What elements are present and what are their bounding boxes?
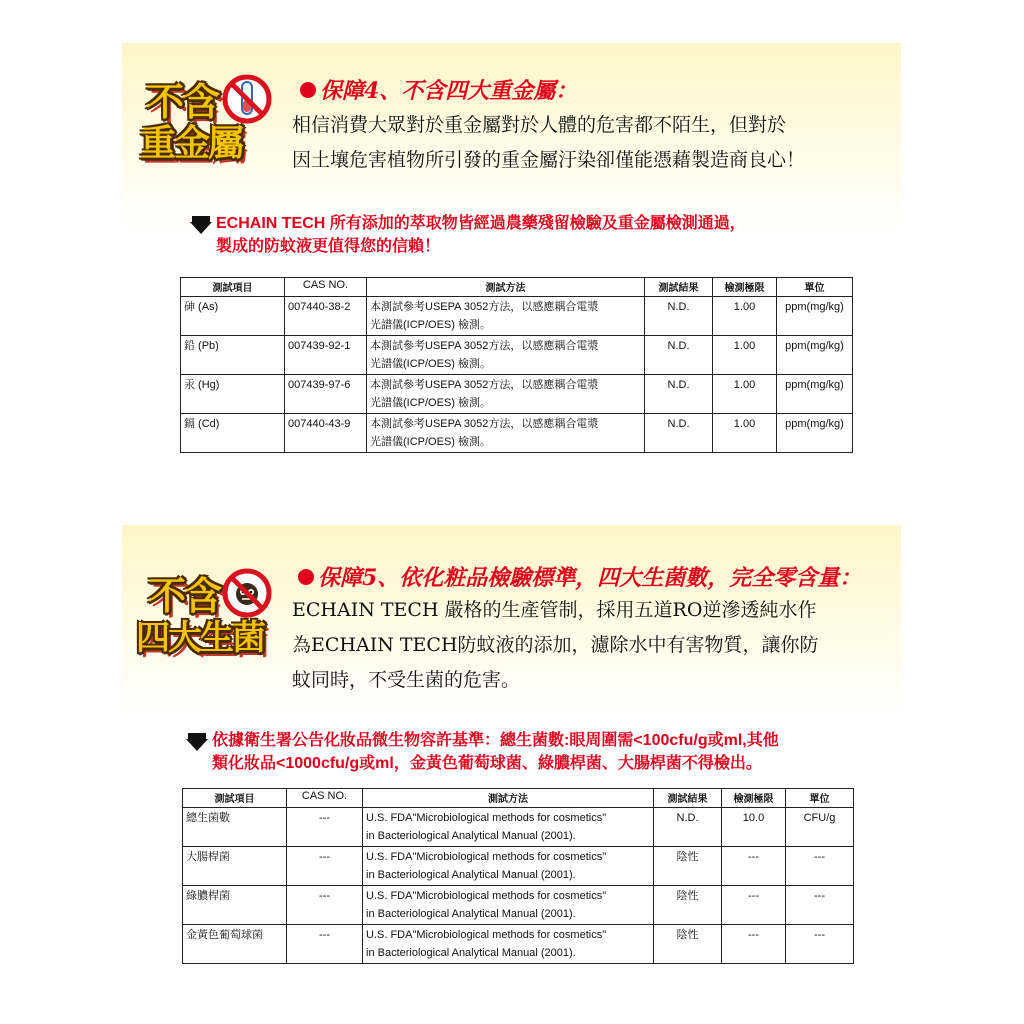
limit-cell: --- — [722, 886, 786, 925]
cas-cell: 007440-43-9 — [285, 414, 367, 453]
column-header: 測試項目 — [183, 789, 287, 808]
column-header: 單位 — [786, 789, 854, 808]
down-arrow-icon — [190, 216, 212, 234]
method-cell — [367, 297, 645, 336]
table-row — [183, 808, 854, 847]
section1-note — [216, 212, 746, 258]
method-line1: U.S. FDA"Microbiological methods for cosmetics" — [366, 890, 607, 902]
badge-line2: 四大生菌 — [136, 618, 264, 658]
limit-cell: --- — [722, 925, 786, 964]
item-cell: 大腸桿菌 — [183, 847, 287, 886]
unit-cell: ppm(mg/kg) — [777, 336, 853, 375]
section1-note-line1: ECHAIN TECH 所有添加的萃取物皆經過農藥殘留檢驗及重金屬檢測通過， — [216, 215, 746, 232]
item-cell: 總生菌數 — [183, 808, 287, 847]
cas-cell: 007439-92-1 — [285, 336, 367, 375]
result-cell: 陰性 — [654, 925, 722, 964]
column-header: 檢測極限 — [722, 789, 786, 808]
badge-line1: 不含 — [146, 80, 219, 124]
unit-cell: --- — [786, 886, 854, 925]
method-line2: 光譜儀(ICP/OES) 檢測。 — [370, 358, 492, 370]
badge-line2: 重金屬 — [140, 123, 243, 164]
result-cell: 陰性 — [654, 847, 722, 886]
limit-cell: 1.00 — [713, 336, 777, 375]
section2-heading-text: 保障5、依化粧品檢驗標準，四大生菌數，完全零含量： — [318, 565, 862, 591]
table-header-row — [181, 278, 853, 297]
item-cell: 砷 (As) — [181, 297, 285, 336]
column-header: CAS NO. — [285, 278, 367, 297]
method-line1: 本測試參考USEPA 3052方法，以感應耦合電漿 — [370, 340, 599, 352]
column-header: 檢測極限 — [713, 278, 777, 297]
limit-cell: --- — [722, 847, 786, 886]
method-cell — [363, 847, 654, 886]
column-header: 測試方法 — [367, 278, 645, 297]
method-line1: 本測試參考USEPA 3052方法，以感應耦合電漿 — [370, 301, 599, 313]
method-line2: in Bacteriological Analytical Manual (2001). — [366, 869, 576, 881]
table-header-row — [183, 789, 854, 808]
cas-cell: --- — [287, 808, 363, 847]
bullet-dot-icon — [300, 82, 316, 98]
item-cell: 綠膿桿菌 — [183, 886, 287, 925]
cas-cell: --- — [287, 925, 363, 964]
section2-note — [212, 729, 779, 775]
section2-heading — [298, 561, 861, 592]
method-line1: 本測試參考USEPA 3052方法，以感應耦合電漿 — [370, 418, 599, 430]
section2-body — [292, 593, 819, 698]
section2-body-line3: 蚊同時，不受生菌的危害。 — [292, 669, 521, 691]
table-row — [181, 297, 853, 336]
section1-heading-text: 保障4、不含四大重金屬： — [320, 78, 578, 104]
result-cell: N.D. — [654, 808, 722, 847]
germ-prohibited-icon — [220, 566, 274, 620]
item-cell: 鎘 (Cd) — [181, 414, 285, 453]
no-microbe-badge — [136, 572, 266, 682]
bullet-dot-icon — [298, 569, 314, 585]
result-cell: N.D. — [645, 375, 713, 414]
column-header: 單位 — [777, 278, 853, 297]
section1-heading — [300, 74, 577, 105]
method-line2: 光譜儀(ICP/OES) 檢測。 — [370, 436, 492, 448]
heavy-metal-table — [180, 277, 853, 453]
method-cell — [363, 886, 654, 925]
unit-cell: ppm(mg/kg) — [777, 414, 853, 453]
item-cell: 鉛 (Pb) — [181, 336, 285, 375]
table-row — [183, 886, 854, 925]
method-line1: U.S. FDA"Microbiological methods for cosmetics" — [366, 929, 607, 941]
result-cell: N.D. — [645, 297, 713, 336]
table-row — [181, 375, 853, 414]
unit-cell: --- — [786, 847, 854, 886]
method-line2: 光譜儀(ICP/OES) 檢測。 — [370, 319, 492, 331]
column-header: CAS NO. — [287, 789, 363, 808]
section2-note-line1: 依據衛生署公告化妝品微生物容許基準：總生菌數:眼周圍需<100cfu/g或ml,其他 — [212, 732, 779, 749]
column-header: 測試項目 — [181, 278, 285, 297]
section1-note-line2: 製成的防蚊液更值得您的信賴！ — [216, 238, 441, 255]
no-heavy-metal-badge — [140, 78, 270, 188]
unit-cell: ppm(mg/kg) — [777, 297, 853, 336]
method-cell — [363, 925, 654, 964]
column-header: 測試結果 — [654, 789, 722, 808]
method-cell — [367, 375, 645, 414]
cas-cell: --- — [287, 847, 363, 886]
method-line2: 光譜儀(ICP/OES) 檢測。 — [370, 397, 492, 409]
section2-body-line2: 為ECHAIN TECH防蚊液的添加，濾除水中有害物質，讓你防 — [292, 634, 819, 656]
section2-body-line1: ECHAIN TECH 嚴格的生產管制，採用五道RO逆滲透純水作 — [292, 599, 817, 621]
microbe-table — [182, 788, 854, 964]
column-header: 測試結果 — [645, 278, 713, 297]
table-row — [181, 336, 853, 375]
section2-note-line2: 類化妝品<1000cfu/g或ml，金黃色葡萄球菌、綠膿桿菌、大腸桿菌不得檢出。 — [212, 755, 762, 772]
limit-cell: 1.00 — [713, 414, 777, 453]
method-line1: 本測試參考USEPA 3052方法，以感應耦合電漿 — [370, 379, 599, 391]
limit-cell: 1.00 — [713, 297, 777, 336]
table-row — [181, 414, 853, 453]
method-line2: in Bacteriological Analytical Manual (2001). — [366, 947, 576, 959]
unit-cell: --- — [786, 925, 854, 964]
method-line2: in Bacteriological Analytical Manual (2001). — [366, 908, 576, 920]
method-line2: in Bacteriological Analytical Manual (2001). — [366, 830, 576, 842]
badge-line1: 不含 — [148, 574, 221, 618]
method-line1: U.S. FDA"Microbiological methods for cosmetics" — [366, 851, 607, 863]
unit-cell: CFU/g — [786, 808, 854, 847]
limit-cell: 10.0 — [722, 808, 786, 847]
limit-cell: 1.00 — [713, 375, 777, 414]
item-cell: 金黃色葡萄球菌 — [183, 925, 287, 964]
table-row — [183, 925, 854, 964]
method-cell — [363, 808, 654, 847]
section1-body — [292, 108, 805, 178]
cas-cell: 007440-38-2 — [285, 297, 367, 336]
section1-body-line2: 因土壤危害植物所引發的重金屬汙染卻僅能憑藉製造商良心！ — [292, 149, 806, 171]
method-cell — [367, 414, 645, 453]
unit-cell: ppm(mg/kg) — [777, 375, 853, 414]
cas-cell: 007439-97-6 — [285, 375, 367, 414]
column-header: 測試方法 — [363, 789, 654, 808]
method-line1: U.S. FDA"Microbiological methods for cosmetics" — [366, 812, 607, 824]
cas-cell: --- — [287, 886, 363, 925]
method-cell — [367, 336, 645, 375]
result-cell: 陰性 — [654, 886, 722, 925]
result-cell: N.D. — [645, 414, 713, 453]
section1-body-line1: 相信消費大眾對於重金屬對於人體的危害都不陌生，但對於 — [292, 114, 787, 136]
down-arrow-icon — [186, 733, 208, 751]
table-row — [183, 847, 854, 886]
test-tube-prohibited-icon — [220, 72, 274, 126]
item-cell: 汞 (Hg) — [181, 375, 285, 414]
result-cell: N.D. — [645, 336, 713, 375]
